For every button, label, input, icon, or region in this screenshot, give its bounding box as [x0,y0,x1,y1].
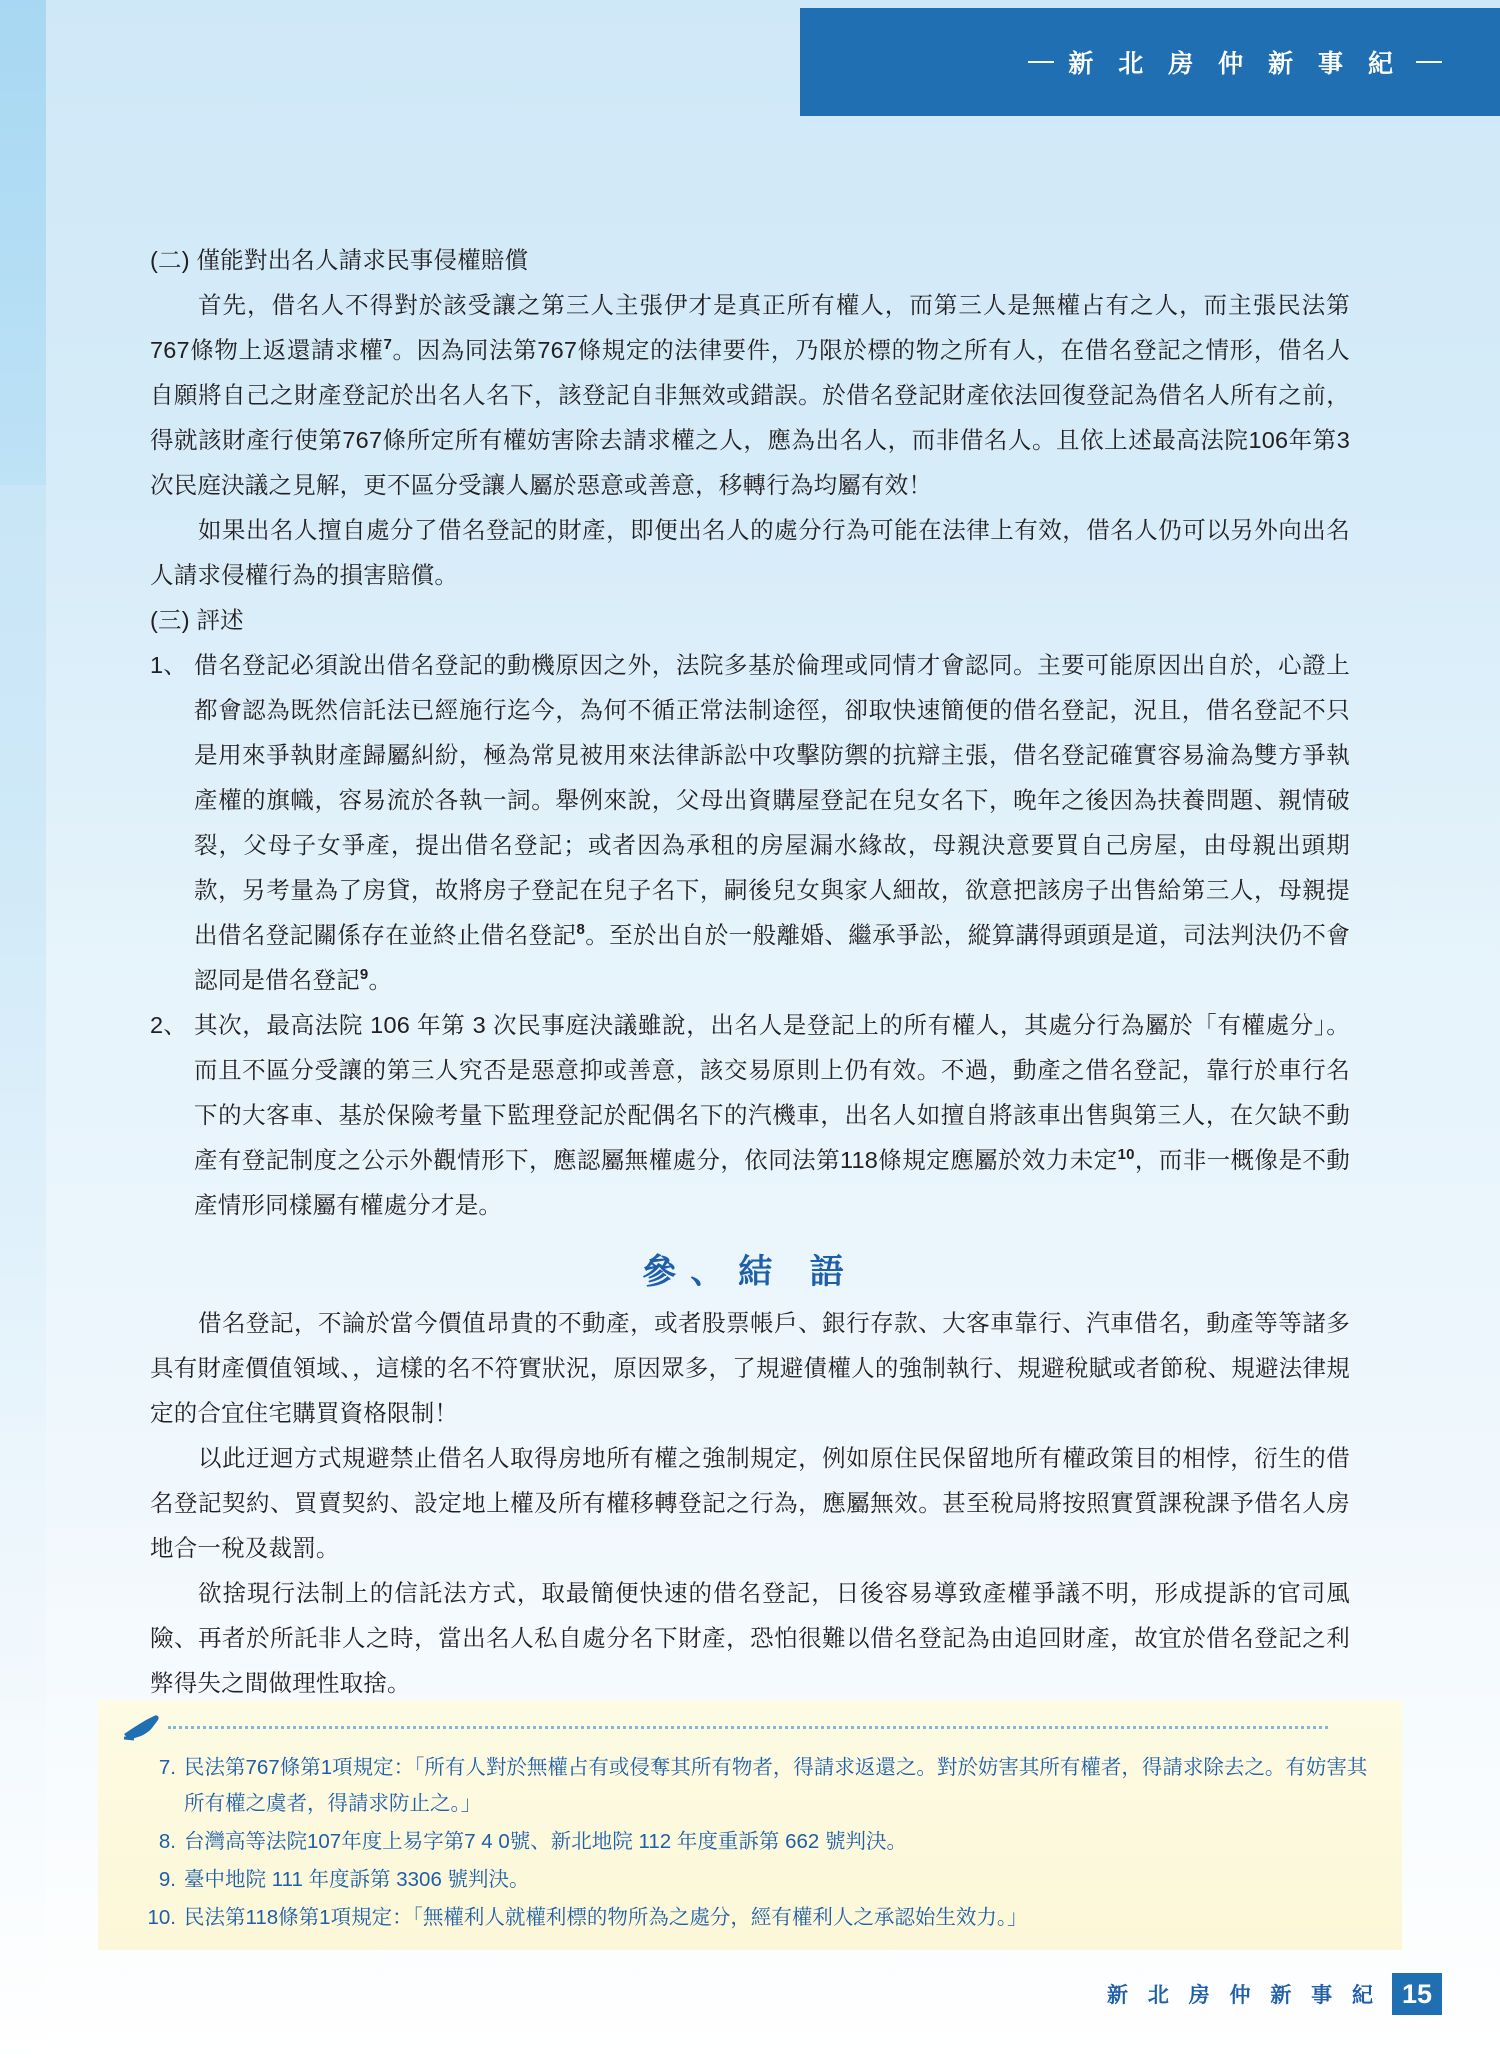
subsection-heading-3: (三) 評述 [150,607,244,633]
footnote-text: 民法第118條第1項規定：「無權利人就權利標的物所為之處分，經有權利人之承認始生效力。」 [184,1906,1028,1929]
numbered-item-1 [150,643,1350,1003]
footnote-item [132,1824,1372,1860]
numbered-item-2 [150,1003,1350,1228]
article-body [150,238,1350,1706]
numbered-item-1-part-a: 借名登記必須說出借名登記的動機原因之外，法院多基於倫理或同情才會認同。主要可能原因出自於，心證上都會認為既然信託法已經施行迄今，為何不循正常法制途徑，卻取快速簡便的借名登記，況且，借名登記不只是用來爭執財產歸屬糾紛，極為常見被用來法律訴訟中攻擊防禦的抗辯主張，借名登記確實容易淪為雙方爭執產權的旗幟，容易流於各執一詞。舉例來說，父母出資購屋登記在兒女名下，晚年之後因為扶養問題、親情破裂，父母子女爭產，提出借名登記；或者因為承租的房屋漏水緣故，母親決意要買自己房屋，由母親出頭期款，另考量為了房貸，故將房子登記在兒子名下，嗣後兒女與家人細故，欲意把該房子出售給第三人，母親提出借名登記關係存在並終止借名登記 [194,652,1350,948]
header-content [1028,8,1442,116]
numbered-item-2-part-b: ，而非一概像是不動產情形同樣屬有權處分才是。 [194,1147,1350,1218]
footnote-text: 台灣高等法院107年度上易字第7 4 0號、新北地院 112 年度重訴第 662 號判決。 [184,1830,907,1853]
numbered-item-2-marker: 2、 [150,1012,187,1038]
footnote-ref-8[interactable]: 8 [576,921,586,939]
numbered-item-1-marker: 1、 [150,652,187,678]
article-content [98,196,1402,1876]
numbered-item-1-text [194,643,1350,1003]
footnote-ref-7[interactable]: 7 [383,336,393,354]
paragraph-1-part-a: 首先，借名人不得對於該受讓之第三人主張伊才是真正所有權人，而第三人是無權占有之人，而主張民法第767條物上返還請求權 [150,292,1350,363]
footnote-number: 8. [158,1830,176,1853]
page-footer [1107,1973,1442,2015]
subsection-heading-2: (二) 僅能對出名人請求民事侵權賠償 [150,247,529,273]
footnote-number: 10. [147,1906,176,1929]
numbered-item-1-part-b: 。至於出自於一般離婚、繼承爭訟，縱算講得頭頭是道，司法判決仍不會認同是借名登記 [194,922,1350,993]
footnote-ref-10[interactable]: 10 [1117,1146,1135,1164]
footnotes-box [98,1700,1402,1950]
paragraph-4: 以此迂迴方式規避禁止借名人取得房地所有權之強制規定，例如原住民保留地所有權政策目的相悖，衍生的借名登記契約、買賣契約、設定地上權及所有權移轉登記之行為，應屬無效。甚至稅局將按照實質課稅課予借名人房地合一稅及裁罰。 [150,1445,1350,1561]
paragraph-5: 欲捨現行法制上的信託法方式，取最簡便快速的借名登記，日後容易導致產權爭議不明，形成提訴的官司風險、再者於所託非人之時，當出名人私自處分名下財產，恐怕很難以借名登記為由追回財產，故宜於借名登記之利弊得失之間做理性取捨。 [150,1580,1350,1696]
footnote-text: 民法第767條第1項規定：「所有人對於無權占有或侵奪其所有物者，得請求返還之。對於妨害其所有權者，得請求除去之。有妨害其所有權之虞者，得請求防止之。」 [184,1756,1368,1815]
footnote-item [132,1750,1372,1822]
footnote-item [132,1900,1372,1936]
footnote-number: 9. [158,1868,176,1891]
header-dash-right-icon [1416,61,1442,63]
footnote-text: 臺中地院 111 年度訴第 3306 號判決。 [184,1868,530,1891]
footer-title: 新 北 房 仲 新 事 紀 [1106,1984,1380,2007]
page-number: 15 [1392,1973,1442,2015]
footnotes-list [132,1750,1372,1938]
paragraph-2: 如果出名人擅自處分了借名登記的財產，即便出名人的處分行為可能在法律上有效，借名人仍可以另外向出名人請求侵權行為的損害賠償。 [150,517,1350,588]
section-heading-conclusion: 參、結 語 [642,1253,858,1291]
footnote-number: 7. [158,1756,176,1779]
pen-icon [120,1708,164,1744]
numbered-item-1-part-c: 。 [368,967,393,993]
paragraph-3: 借名登記，不論於當今價值昂貴的不動產，或者股票帳戶、銀行存款、大客車靠行、汽車借名，動產等等諸多具有財產價值領域、，這樣的名不符實狀況，原因眾多，了規避債權人的強制執行、規避稅賦或者節稅、規避法律規定的合宜住宅購買資格限制！ [150,1310,1350,1426]
header-title: 新 北 房 仲 新 事 紀 [1068,50,1402,78]
footnotes-divider [168,1726,1328,1729]
numbered-item-2-text [194,1003,1350,1228]
left-decorative-band [0,0,46,2067]
footnote-ref-9[interactable]: 9 [359,966,369,984]
footnote-item [132,1862,1372,1898]
header-dash-left-icon [1028,61,1054,63]
paragraph-1-part-b: 。因為同法第767條規定的法律要件，乃限於標的物之所有人，在借名登記之情形，借名人自願將自己之財產登記於出名人名下，該登記自非無效或錯誤。於借名登記財產依法回復登記為借名人所有之前，得就該財產行使第767條所定所有權妨害除去請求權之人，應為出名人，而非借名人。且依上述最高法院106年第3次民庭決議之見解，更不區分受讓人屬於惡意或善意，移轉行為均屬有效！ [150,337,1350,498]
page-header-bar [800,8,1500,116]
paragraph-1 [150,283,1350,508]
numbered-item-2-part-a: 其次，最高法院 106 年第 3 次民事庭決議雖說，出名人是登記上的所有權人，其處分行為屬於「有權處分」。而且不區分受讓的第三人究否是惡意抑或善意，該交易原則上仍有效。不過，動產之借名登記，靠行於車行名下的大客車、基於保險考量下監理登記於配偶名下的汽機車，出名人如擅自將該車出售與第三人，在欠缺不動產有登記制度之公示外觀情形下，應認屬無權處分，依同法第118條規定應屬於效力未定 [194,1012,1350,1173]
left-band-accent [0,0,46,485]
